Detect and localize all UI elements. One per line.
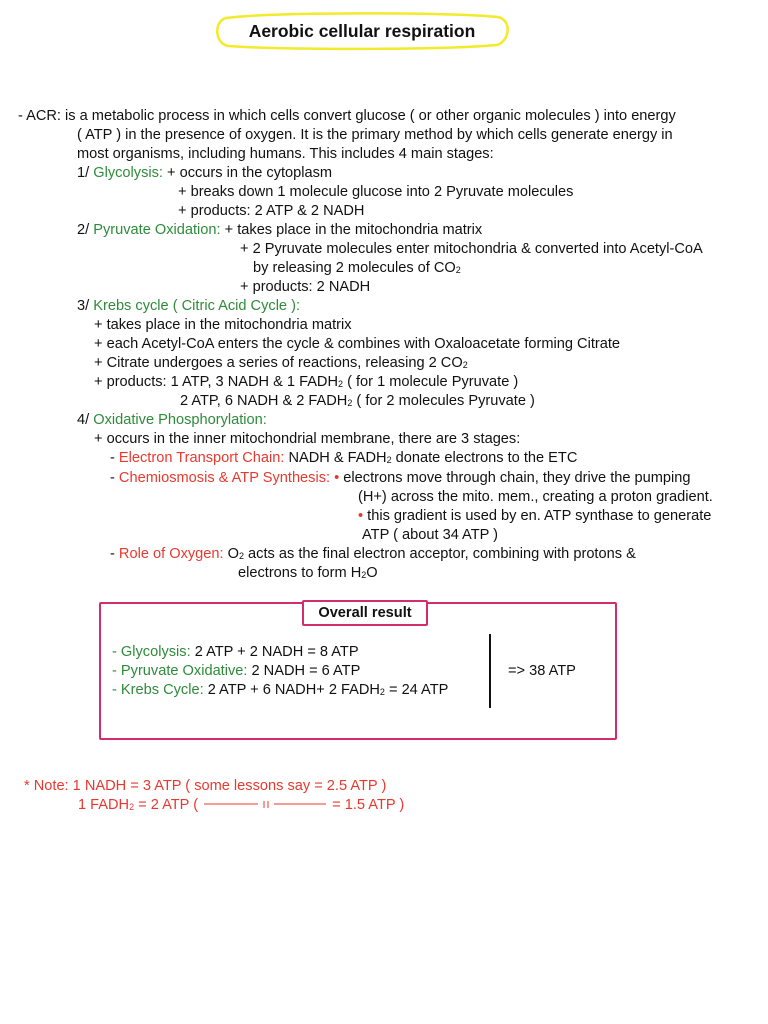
intro-line-3: most organisms, including humans. This includes 4 main stages: — [77, 146, 494, 162]
stage-3-co2-subscript: 2 — [462, 360, 468, 370]
etc-name: Electron Transport Chain: — [118, 450, 285, 466]
stage-3-name: Krebs cycle ( Citric Acid Cycle ): — [93, 298, 301, 314]
note-fadh-text: 1 FADH — [78, 797, 130, 813]
ditto-line-icon — [202, 798, 328, 810]
oxy-2-text-b: O — [366, 565, 378, 581]
note-line-1: * Note: 1 NADH = 3 ATP ( some lessons say = 2.5 ATP ) — [24, 778, 387, 794]
result-pyruvate-name: - Pyruvate Oxidative: — [112, 663, 248, 679]
note-line-2 — [78, 796, 404, 817]
result-krebs-value-a: 2 ATP + 6 NADH+ 2 FADH — [203, 682, 380, 698]
oxy-2-subscript: 2 — [361, 570, 367, 580]
stage-3-fadh-subscript-1: 2 — [338, 379, 344, 389]
chem-text-2: (H+) across the mito. mem., creating a proton gradient. — [358, 489, 713, 505]
stage-2-point-3: + products: 2 NADH — [240, 279, 371, 295]
stage-3-co2-text: + Citrate undergoes a series of reactions, releasing 2 CO — [94, 355, 463, 371]
stage-4-line — [77, 411, 267, 430]
result-divider — [489, 634, 491, 708]
result-total: => 38 ATP — [508, 663, 576, 679]
stage-1-point-3: + products: 2 ATP & 2 NADH — [178, 203, 365, 219]
stage-3-number: 3/ — [77, 298, 94, 314]
oxy-2-text-a: electrons to form H — [238, 565, 362, 581]
result-row-krebs — [112, 681, 448, 702]
stage-2-point-2: + 2 Pyruvate molecules enter mitochondria & converted into Acetyl-CoA — [240, 241, 703, 257]
stage-3-products-1-note: ( for 1 molecule Pyruvate ) — [343, 374, 519, 390]
stage-4-point-1: + occurs in the inner mitochondrial membrane, there are 3 stages: — [94, 431, 521, 447]
stage-1-point-1: + occurs in the cytoplasm — [162, 165, 333, 181]
chem-bullet-2: • — [358, 508, 364, 524]
note-fadh-subscript: 2 — [129, 802, 135, 812]
chem-text-4: ATP ( about 34 ATP ) — [362, 527, 499, 543]
result-pyruvate-value: 2 NADH = 6 ATP — [247, 663, 361, 679]
etc-subscript: 2 — [386, 455, 392, 465]
stage-2-number: 2/ — [77, 222, 94, 238]
intro-line-2: ( ATP ) in the presence of oxygen. It is the primary method by which cells generate energy in — [77, 127, 673, 143]
etc-text-a: NADH & FADH — [284, 450, 387, 466]
stage-1-point-2: + breaks down 1 molecule glucose into 2 Pyruvate molecules — [178, 184, 574, 200]
oxygen-line-2 — [238, 564, 378, 585]
oxy-name: Role of Oxygen: — [118, 546, 224, 562]
chemiosmosis-line — [110, 469, 691, 488]
note-fadh-equals: = 2 ATP ( — [134, 797, 203, 813]
stage-2-point-2-cont — [253, 259, 461, 280]
title-highlight — [212, 8, 512, 52]
note-fadh-value: = 1.5 ATP ) — [328, 797, 405, 813]
stage-1-line — [77, 164, 332, 183]
etc-dash: - — [110, 450, 119, 466]
stage-4-number: 4/ — [77, 412, 94, 428]
stage-3-point-2: + each Acetyl-CoA enters the cycle & combines with Oxaloacetate forming Citrate — [94, 336, 621, 352]
page-title: Aerobic cellular respiration — [248, 21, 476, 41]
stage-3-point-3 — [94, 354, 468, 375]
oxy-text-a: O — [223, 546, 239, 562]
result-krebs-subscript: 2 — [379, 687, 385, 697]
etc-line — [110, 449, 577, 470]
result-krebs-name: - Krebs Cycle: — [112, 682, 204, 698]
stage-3-products-1: + products: 1 ATP, 3 NADH & 1 FADH — [94, 374, 339, 390]
stage-2-point-1: + takes place in the mitochondria matrix — [220, 222, 483, 238]
chem-dash: - — [110, 470, 119, 486]
stage-2-co2-subscript: 2 — [455, 265, 461, 275]
result-krebs-value-b: = 24 ATP — [384, 682, 449, 698]
chem-text-3: this gradient is used by en. ATP synthase to generate — [363, 508, 712, 524]
oxy-dash: - — [110, 546, 119, 562]
stage-1-name: Glycolysis: — [93, 165, 163, 181]
stage-4-name: Oxidative Phosphorylation: — [93, 412, 267, 428]
overall-result-label: Overall result — [302, 600, 428, 626]
stage-3-point-1: + takes place in the mitochondria matrix — [94, 317, 352, 333]
stage-1-number: 1/ — [77, 165, 94, 181]
result-glycolysis-value: 2 ATP + 2 NADH = 8 ATP — [190, 644, 359, 660]
stage-2-line — [77, 221, 482, 240]
ditto-mark — [202, 798, 328, 810]
chem-text-1: electrons move through chain, they drive the pumping — [339, 470, 691, 486]
oxy-subscript: 2 — [238, 551, 244, 561]
oxygen-line — [110, 545, 636, 566]
result-row-pyruvate — [112, 662, 360, 681]
chem-line-3 — [358, 507, 711, 526]
intro-line-1: - ACR: is a metabolic process in which cells convert glucose ( or other organic molecules ) into energy — [18, 108, 676, 124]
chem-name: Chemiosmosis & ATP Synthesis: — [118, 470, 331, 486]
stage-3-fadh-subscript-2: 2 — [347, 398, 353, 408]
stage-2-co2-text: by releasing 2 molecules of CO — [253, 260, 456, 276]
stage-3-products-2-note: ( for 2 molecules Pyruvate ) — [352, 393, 535, 409]
stage-3-line — [77, 297, 300, 316]
stage-3-products-2: 2 ATP, 6 NADH & 2 FADH — [180, 393, 348, 409]
oxy-text-b: acts as the final electron acceptor, combining with protons & — [244, 546, 636, 562]
result-glycolysis-name: - Glycolysis: — [112, 644, 191, 660]
etc-text-b: donate electrons to the ETC — [391, 450, 578, 466]
stage-2-name: Pyruvate Oxidation: — [93, 222, 221, 238]
stage-3-point-5 — [180, 392, 535, 413]
result-row-glycolysis — [112, 643, 359, 662]
chem-bullet-1: • — [330, 470, 340, 486]
stage-3-point-4 — [94, 373, 518, 394]
